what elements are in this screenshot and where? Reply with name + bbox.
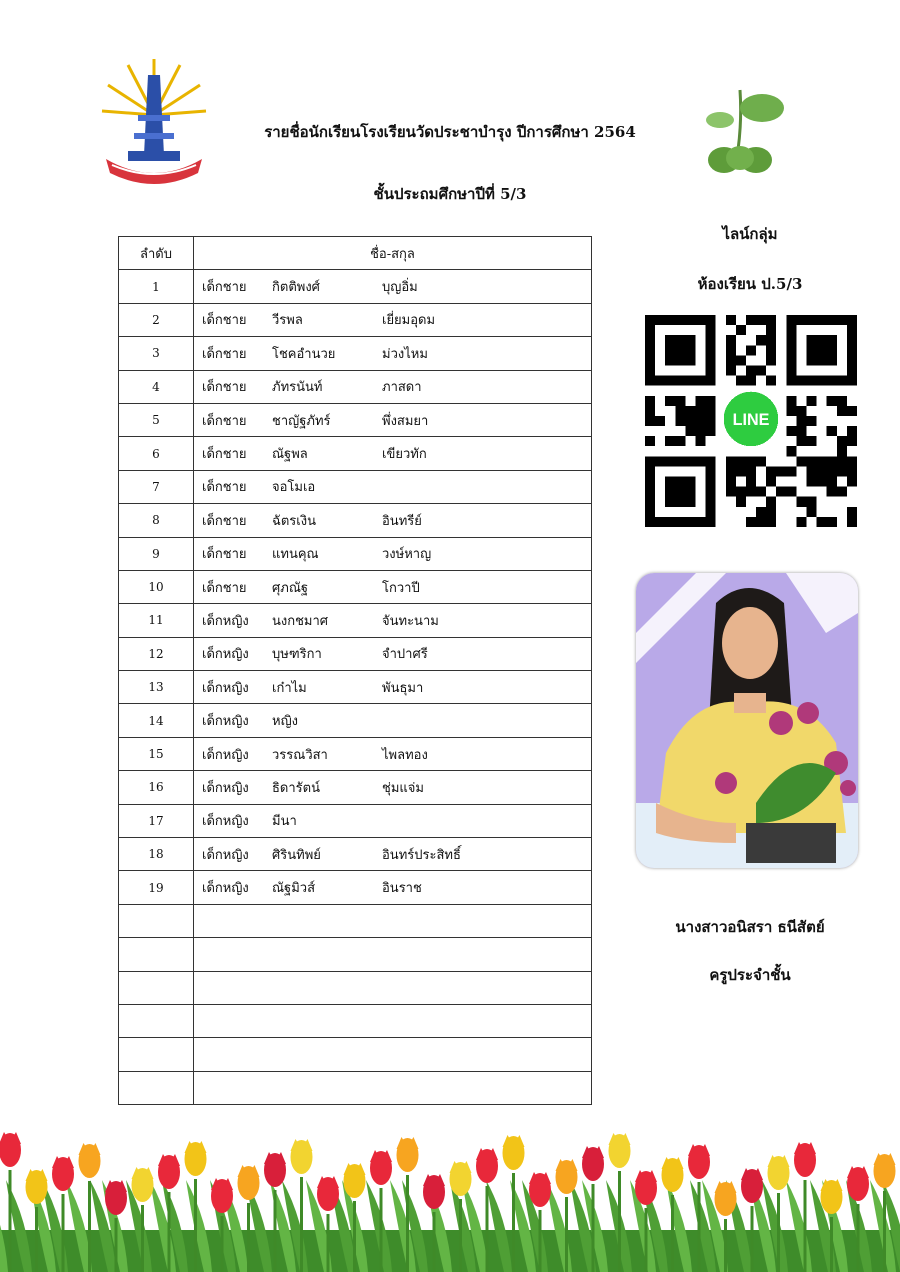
first-name: ชาญัฐภัทร์ bbox=[272, 413, 331, 429]
student-name-cell bbox=[194, 470, 592, 503]
last-name: เยี่ยมอุดม bbox=[382, 313, 436, 329]
row-number: 17 bbox=[119, 804, 194, 837]
row-number: 14 bbox=[119, 704, 194, 737]
last-name: ภาสดา bbox=[382, 380, 422, 396]
student-name-cell bbox=[194, 370, 592, 403]
row-number bbox=[119, 1038, 194, 1071]
table-row bbox=[119, 871, 592, 904]
first-name: กิตติพงศ์ bbox=[272, 280, 320, 296]
first-name: ภัทรนันท์ bbox=[272, 380, 323, 396]
first-name: ฉัตรเงิน bbox=[272, 513, 316, 529]
last-name: อินทรีย์ bbox=[382, 513, 422, 529]
table-row bbox=[119, 1038, 592, 1071]
table-row bbox=[119, 938, 592, 971]
table-row bbox=[119, 337, 592, 370]
student-name-cell bbox=[194, 771, 592, 804]
first-name: โชคอำนวย bbox=[272, 346, 336, 362]
row-number bbox=[119, 904, 194, 937]
student-name-cell bbox=[194, 637, 592, 670]
row-number: 8 bbox=[119, 504, 194, 537]
table-row bbox=[119, 804, 592, 837]
line-badge-text: LINE bbox=[732, 411, 770, 430]
row-number: 7 bbox=[119, 470, 194, 503]
row-number: 16 bbox=[119, 771, 194, 804]
plant-icon bbox=[700, 80, 790, 190]
name-prefix: เด็กหญิง bbox=[202, 747, 249, 763]
last-name: อินราช bbox=[382, 881, 422, 897]
student-name-cell bbox=[194, 504, 592, 537]
student-name-cell bbox=[194, 303, 592, 336]
table-row bbox=[119, 671, 592, 704]
first-name: แทนคุณ bbox=[272, 547, 319, 563]
table-row bbox=[119, 537, 592, 570]
table-row bbox=[119, 1004, 592, 1037]
column-header-number: ลำดับ bbox=[119, 237, 194, 270]
table-row bbox=[119, 1071, 592, 1104]
student-roster-table bbox=[118, 236, 592, 1105]
teacher-name: นางสาวอนิสรา ธนีสัตย์ bbox=[675, 918, 825, 936]
row-number: 2 bbox=[119, 303, 194, 336]
name-prefix: เด็กหญิง bbox=[202, 613, 249, 629]
table-row bbox=[119, 403, 592, 436]
table-row bbox=[119, 504, 592, 537]
name-prefix: เด็กชาย bbox=[202, 380, 247, 396]
table-row bbox=[119, 604, 592, 637]
student-name-cell bbox=[194, 671, 592, 704]
row-number: 11 bbox=[119, 604, 194, 637]
teacher-photo bbox=[636, 573, 858, 868]
first-name: จอโมเอ bbox=[272, 480, 316, 496]
student-name-cell bbox=[194, 537, 592, 570]
last-name: โกวาปี bbox=[382, 580, 420, 596]
first-name: วีรพล bbox=[272, 313, 303, 329]
last-name: จำปาศรี bbox=[382, 647, 428, 663]
first-name: เก๋าไม bbox=[272, 680, 307, 696]
table-row bbox=[119, 270, 592, 303]
student-name-cell bbox=[194, 838, 592, 871]
student-name-cell bbox=[194, 337, 592, 370]
name-prefix: เด็กชาย bbox=[202, 447, 247, 463]
name-prefix: เด็กหญิง bbox=[202, 881, 249, 897]
line-qr-code[interactable] bbox=[645, 315, 857, 527]
last-name: วงษ์หาญ bbox=[382, 547, 432, 563]
student-name-cell bbox=[194, 871, 592, 904]
first-name: วรรณวิสา bbox=[272, 747, 328, 763]
name-prefix: เด็กหญิง bbox=[202, 714, 249, 730]
class-title: ชั้นประถมศึกษาปีที่ 5/3 bbox=[373, 185, 527, 203]
row-number: 19 bbox=[119, 871, 194, 904]
table-row bbox=[119, 704, 592, 737]
row-number bbox=[119, 1071, 194, 1104]
row-number bbox=[119, 938, 194, 971]
name-prefix: เด็กชาย bbox=[202, 313, 247, 329]
student-name-cell bbox=[194, 1071, 592, 1104]
row-number: 18 bbox=[119, 838, 194, 871]
last-name: พึ่งสมยา bbox=[382, 413, 429, 429]
student-name-cell bbox=[194, 704, 592, 737]
first-name: นงกชมาศ bbox=[272, 613, 329, 629]
student-name-cell bbox=[194, 604, 592, 637]
first-name: ศุภณัฐ bbox=[272, 580, 309, 596]
name-prefix: เด็กชาย bbox=[202, 480, 247, 496]
table-row bbox=[119, 771, 592, 804]
student-name-cell bbox=[194, 403, 592, 436]
table-body bbox=[119, 270, 592, 1105]
table-row bbox=[119, 303, 592, 336]
name-prefix: เด็กชาย bbox=[202, 413, 247, 429]
tulip-border-decoration bbox=[0, 1120, 900, 1272]
table-row bbox=[119, 470, 592, 503]
student-name-cell bbox=[194, 938, 592, 971]
last-name: บุญอิ่ม bbox=[382, 280, 418, 296]
row-number: 4 bbox=[119, 370, 194, 403]
row-number: 3 bbox=[119, 337, 194, 370]
name-prefix: เด็กหญิง bbox=[202, 647, 249, 663]
last-name: พันธุมา bbox=[382, 680, 424, 696]
first-name: ศิรินทิพย์ bbox=[272, 847, 321, 863]
student-name-cell bbox=[194, 570, 592, 603]
name-prefix: เด็กชาย bbox=[202, 280, 247, 296]
row-number: 12 bbox=[119, 637, 194, 670]
name-prefix: เด็กชาย bbox=[202, 547, 247, 563]
row-number: 10 bbox=[119, 570, 194, 603]
last-name: อินทร์ประสิทธิ์ bbox=[382, 847, 461, 863]
table-row bbox=[119, 838, 592, 871]
table-row bbox=[119, 437, 592, 470]
classroom-label: ห้องเรียน ป.5/3 bbox=[697, 275, 803, 293]
row-number: 6 bbox=[119, 437, 194, 470]
row-number bbox=[119, 971, 194, 1004]
page-title: รายชื่อนักเรียนโรงเรียนวัดประชาบำรุง ปีการศึกษา 2564 bbox=[264, 123, 636, 141]
first-name: บุษฑริกา bbox=[272, 647, 322, 663]
school-logo bbox=[98, 55, 210, 187]
last-name: ม่วงไหม bbox=[382, 346, 428, 362]
name-prefix: เด็กหญิง bbox=[202, 780, 249, 796]
last-name: ไพลทอง bbox=[382, 747, 428, 763]
name-prefix: เด็กหญิง bbox=[202, 680, 249, 696]
name-prefix: เด็กชาย bbox=[202, 513, 247, 529]
student-name-cell bbox=[194, 737, 592, 770]
name-prefix: เด็กหญิง bbox=[202, 814, 249, 830]
student-name-cell bbox=[194, 971, 592, 1004]
first-name: ณัฐมิวส์ bbox=[272, 881, 316, 897]
teacher-role: ครูประจำชั้น bbox=[709, 966, 791, 984]
last-name: ชุ่มแจ่ม bbox=[382, 780, 424, 796]
student-name-cell bbox=[194, 904, 592, 937]
first-name: ธิดารัตน์ bbox=[272, 780, 320, 796]
student-name-cell bbox=[194, 1004, 592, 1037]
row-number: 1 bbox=[119, 270, 194, 303]
line-group-label: ไลน์กลุ่ม bbox=[722, 225, 778, 243]
column-header-name: ชื่อ-สกุล bbox=[194, 237, 592, 270]
table-row bbox=[119, 570, 592, 603]
table-row bbox=[119, 637, 592, 670]
table-header-row bbox=[119, 237, 592, 270]
name-prefix: เด็กชาย bbox=[202, 580, 247, 596]
last-name: จันทะนาม bbox=[382, 613, 439, 629]
student-name-cell bbox=[194, 804, 592, 837]
name-prefix: เด็กชาย bbox=[202, 346, 247, 362]
first-name: ณัฐพล bbox=[272, 447, 308, 463]
student-name-cell bbox=[194, 437, 592, 470]
row-number: 13 bbox=[119, 671, 194, 704]
first-name: หญิง bbox=[272, 714, 298, 730]
last-name: เขียวทัก bbox=[382, 447, 427, 463]
student-name-cell bbox=[194, 270, 592, 303]
student-name-cell bbox=[194, 1038, 592, 1071]
table-row bbox=[119, 971, 592, 1004]
table-row bbox=[119, 370, 592, 403]
row-number bbox=[119, 1004, 194, 1037]
table-row bbox=[119, 904, 592, 937]
first-name: มีนา bbox=[272, 814, 297, 830]
row-number: 9 bbox=[119, 537, 194, 570]
name-prefix: เด็กหญิง bbox=[202, 847, 249, 863]
table-row bbox=[119, 737, 592, 770]
row-number: 15 bbox=[119, 737, 194, 770]
row-number: 5 bbox=[119, 403, 194, 436]
